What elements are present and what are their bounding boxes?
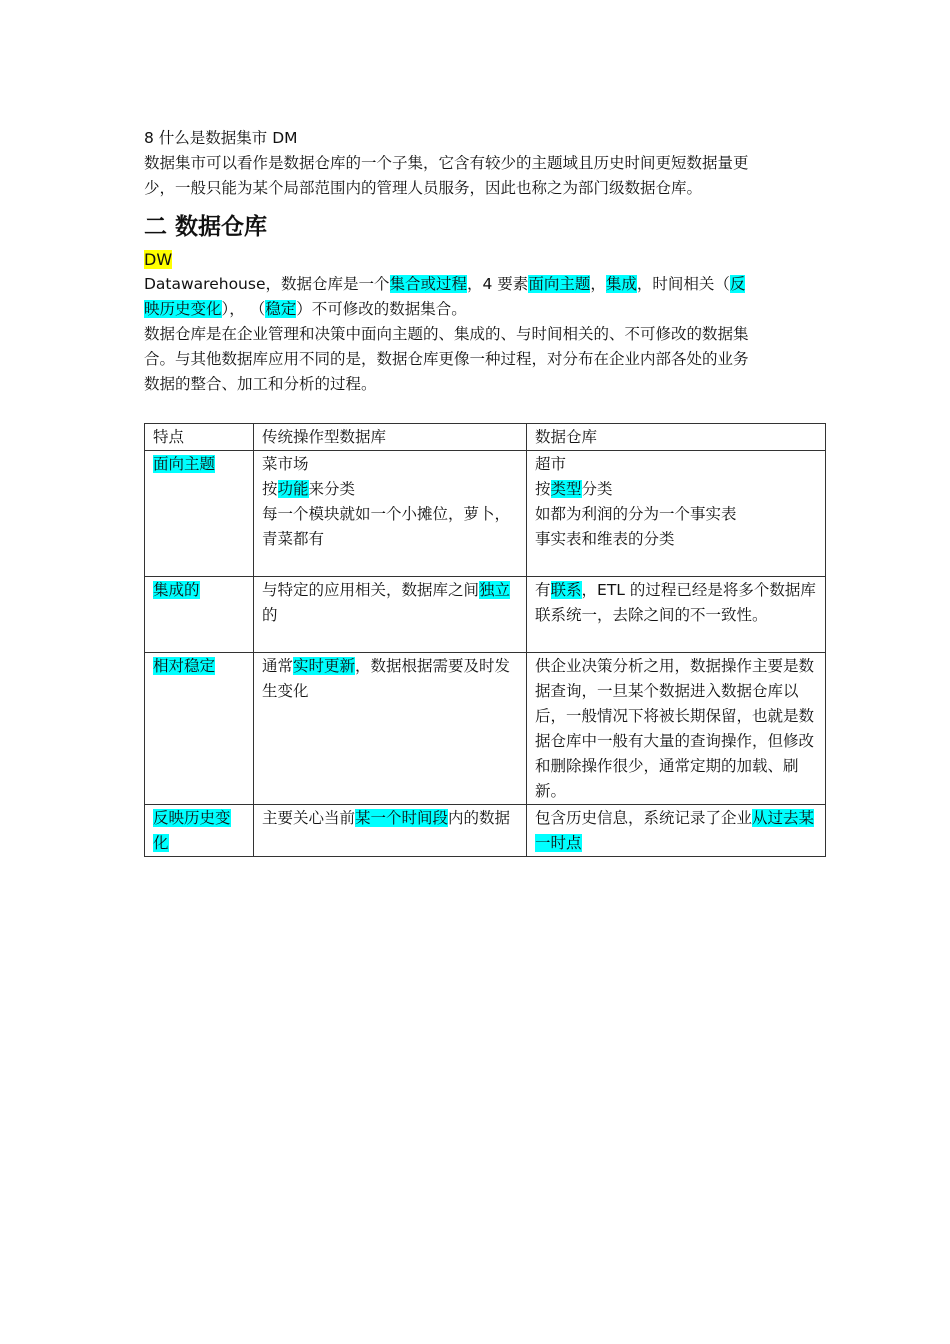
table-header-row [145, 424, 826, 451]
highlight-text: 功能 [277, 480, 309, 498]
header-operational-db: 传统操作型数据库 [254, 424, 527, 451]
operational-db-cell [254, 805, 527, 857]
highlight-text: 反映历史变化 [153, 809, 231, 852]
highlight-text: 实时更新 [293, 657, 356, 675]
document-body [144, 126, 826, 397]
text-segment: 与特定的应用相关，数据库之间 [262, 581, 480, 599]
dw-definition-line-1 [144, 272, 826, 297]
text-segment: ， [590, 275, 606, 293]
dm-answer-line-2: 少，一般只能为某个局部范围内的管理人员服务，因此也称之为部门级数据仓库。 [144, 179, 703, 197]
text-segment: ，4 要素 [467, 275, 529, 293]
dw-definition-line-2 [144, 297, 826, 322]
text-segment: ）， （ [221, 300, 266, 318]
highlight-text: 独立 [479, 581, 511, 599]
operational-db-cell [254, 577, 527, 653]
table-row [145, 653, 826, 805]
comparison-table [144, 423, 826, 857]
table-row [145, 577, 826, 653]
highlight-text: 联系 [550, 581, 582, 599]
highlight-text: 类型 [550, 480, 582, 498]
text-segment: Datawarehouse，数据仓库是一个 [144, 275, 390, 293]
cell-line: 事实表和维表的分类 [535, 530, 675, 548]
highlight-text: 集成 [605, 275, 637, 293]
feature-cell [145, 653, 254, 805]
table-row [145, 805, 826, 857]
header-feature: 特点 [145, 424, 254, 451]
highlight-text: 反 [729, 275, 746, 293]
highlight-text: 映历史变化 [144, 300, 222, 318]
feature-cell [145, 451, 254, 577]
data-warehouse-cell [527, 451, 826, 577]
operational-db-cell [254, 451, 527, 577]
dm-answer-line-1: 数据集市可以看作是数据仓库的一个子集，它含有较少的主题域且历史时间更短数据量更 [144, 154, 749, 172]
highlight-text: 相对稳定 [153, 657, 216, 675]
dw-label-line [144, 247, 826, 272]
text-segment: 分类 [581, 480, 613, 498]
feature-cell [145, 805, 254, 857]
section-heading: 二 数据仓库 [144, 214, 268, 240]
dm-question: 8 什么是数据集市 DM [144, 129, 298, 147]
highlight-text: 集合或过程 [389, 275, 468, 293]
data-warehouse-cell: 供企业决策分析之用，数据操作主要是数据查询，一旦某个数据进入数据仓库以后，一般情况下将被长期保留，也就是数据仓库中一般有大量的查询操作，但修改和删除操作很少，通常定期的加载、刷新。 [527, 653, 826, 805]
text-segment: ，时间相关（ [636, 275, 730, 293]
highlight-text: 面向主题 [153, 455, 216, 473]
highlight-text: 从过去某一时点 [535, 809, 815, 852]
text-segment: ）不可修改的数据集合。 [296, 300, 467, 318]
data-warehouse-cell [527, 577, 826, 653]
text-segment: 按 [535, 480, 551, 498]
text-segment: 按 [262, 480, 278, 498]
operational-db-cell [254, 653, 527, 805]
highlight-text: 集成的 [153, 581, 200, 599]
dw-description-line-3: 数据的整合、加工和分析的过程。 [144, 375, 377, 393]
header-data-warehouse: 数据仓库 [527, 424, 826, 451]
highlight-text: 稳定 [265, 300, 297, 318]
dw-description-line-1: 数据仓库是在企业管理和决策中面向主题的、集成的、与时间相关的、不可修改的数据集 [144, 325, 749, 343]
cell-line [535, 477, 817, 502]
text-segment: ，ETL 的过程已经是将多个数据库联系统一，去除之间的不一致性。 [535, 581, 816, 624]
text-segment: 通常 [262, 657, 294, 675]
table-row [145, 451, 826, 577]
highlight-text: 面向主题 [528, 275, 591, 293]
text-segment: 有 [535, 581, 551, 599]
text-segment: 主要关心当前 [262, 809, 356, 827]
dw-description-line-2: 合。与其他数据库应用不同的是，数据仓库更像一种过程，对分布在企业内部各处的业务 [144, 350, 749, 368]
text-segment: 来分类 [308, 480, 356, 498]
cell-line: 如都为利润的分为一个事实表 [535, 505, 737, 523]
cell-line: 每一个模块就如一个小摊位，萝卜，青菜都有 [262, 505, 511, 548]
highlight-text: 某一个时间段 [355, 809, 449, 827]
text-segment: 包含历史信息，系统记录了企业 [535, 809, 753, 827]
cell-line: 超市 [535, 455, 567, 473]
text-segment: 内的数据 [448, 809, 511, 827]
text-segment: 的 [262, 606, 278, 624]
data-warehouse-cell [527, 805, 826, 857]
cell-line: 菜市场 [262, 455, 309, 473]
cell-line [262, 477, 518, 502]
dw-label: DW [144, 250, 173, 269]
feature-cell [145, 577, 254, 653]
text-segment: ，数据根据需要及时发生变化 [262, 657, 511, 700]
